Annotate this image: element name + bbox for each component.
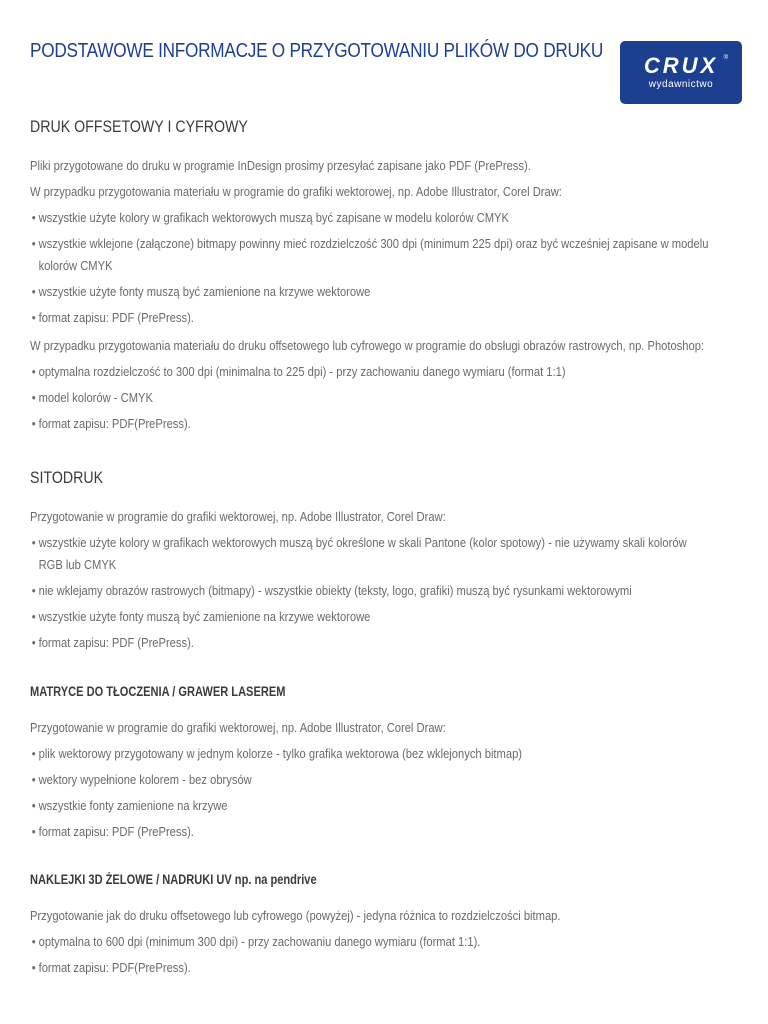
- list-item: • format zapisu: PDF (PrePress).: [31, 635, 194, 650]
- section-embossing-body: [30, 715, 742, 845]
- section-3d-stickers: [30, 872, 742, 887]
- paragraph: Przygotowanie jak do druku offsetowego lub cyfrowego (powyżej) - jedyna różnica to rozdzielczości bitmap.: [30, 908, 561, 923]
- list-item: • wektory wypełnione kolorem - bez obrysów: [31, 772, 252, 787]
- paragraph: Przygotowanie w programie do grafiki wektorowej, np. Adobe Illustrator, Corel Draw:: [30, 509, 446, 524]
- list-item: • wszystkie użyte fonty muszą być zamienione na krzywe wektorowe: [31, 609, 371, 624]
- paragraph: Przygotowanie w programie do grafiki wektorowej, np. Adobe Illustrator, Corel Draw:: [30, 720, 446, 735]
- list-item: • format zapisu: PDF(PrePress).: [31, 416, 191, 431]
- list-item: • wszystkie wklejone (załączone) bitmapy powinny mieć rozdzielczość 300 dpi (minimum 225 dpi) oraz być wcześniej zapisane w modelu: [31, 236, 709, 251]
- section-screen-printing: [30, 469, 742, 488]
- paragraph: W przypadku przygotowania materiału do druku offsetowego lub cyfrowego w programie do obsługi obrazów rastrowych, np. Photoshop:: [30, 338, 705, 353]
- list-item: • wszystkie użyte kolory w grafikach wektorowych muszą być zapisane w modelu kolorów CMYK: [31, 210, 509, 225]
- section-heading: MATRYCE DO TŁOCZENIA / GRAWER LASEREM: [30, 684, 286, 699]
- section-offset-digital-body: [30, 153, 742, 437]
- logo-brand: CRUX: [643, 53, 719, 78]
- section-3d-stickers-body: [30, 903, 742, 981]
- list-item: • format zapisu: PDF(PrePress).: [31, 960, 191, 975]
- list-item: • format zapisu: PDF (PrePress).: [31, 824, 194, 839]
- list-item: • plik wektorowy przygotowany w jednym kolorze - tylko grafika wektorowa (bez wklejonych bitmap): [31, 746, 523, 761]
- list-item: • optymalna to 600 dpi (minimum 300 dpi) - przy zachowaniu danego wymiaru (format 1:1).: [31, 934, 481, 949]
- list-item-continuation: kolorów CMYK: [38, 258, 113, 273]
- section-heading: SITODRUK: [30, 469, 104, 487]
- paragraph: W przypadku przygotowania materiału w programie do grafiki wektorowej, np. Adobe Illustrator, Corel Draw:: [30, 184, 562, 199]
- list-item: • wszystkie użyte kolory w grafikach wektorowych muszą być określone w skali Pantone (kolor spotowy) - nie używamy skali kolorów: [31, 535, 687, 550]
- page-title: PODSTAWOWE INFORMACJE O PRZYGOTOWANIU PLIKÓW DO DRUKU: [30, 40, 604, 62]
- list-item: • nie wklejamy obrazów rastrowych (bitmapy) - wszystkie obiekty (teksty, logo, grafiki) muszą być rysunkami wektorowymi: [31, 583, 632, 598]
- list-item: • wszystkie fonty zamienione na krzywe: [31, 798, 228, 813]
- list-item-continuation: RGB lub CMYK: [38, 557, 117, 572]
- section-heading: DRUK OFFSETOWY I CYFROWY: [30, 118, 248, 136]
- paragraph: Pliki przygotowane do druku w programie InDesign prosimy przesyłać zapisane jako PDF (PrePress).: [30, 158, 531, 173]
- section-offset-digital: [30, 118, 742, 137]
- list-item: • wszystkie użyte fonty muszą być zamienione na krzywe wektorowe: [31, 284, 371, 299]
- list-item: • format zapisu: PDF (PrePress).: [31, 310, 194, 325]
- logo-subtitle: wydawnictwo: [648, 79, 714, 90]
- crux-logo: [620, 41, 742, 104]
- logo-registered-mark: ®: [723, 55, 728, 61]
- list-item: • optymalna rozdzielczość to 300 dpi (minimalna to 225 dpi) - przy zachowaniu danego wymiaru (format 1:1): [31, 364, 566, 379]
- list-item: • model kolorów - CMYK: [31, 390, 153, 405]
- section-embossing: [30, 684, 742, 699]
- section-heading: NAKLEJKI 3D ŻELOWE / NADRUKI UV np. na pendrive: [30, 872, 317, 887]
- section-screen-printing-body: [30, 504, 742, 656]
